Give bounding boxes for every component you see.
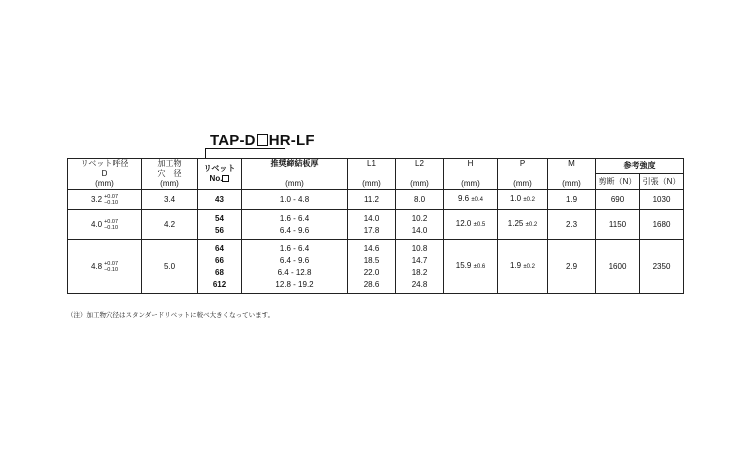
shear-cell: 690 [596,190,640,210]
header-grip: 推奨締結板厚 (mm) [242,159,348,190]
shear-cell: 1150 [596,210,640,240]
rivet-no-cell: 43 [198,190,242,210]
tensile-cell: 1030 [640,190,684,210]
table-row [68,190,684,210]
header-tensile: 引張（N） [640,174,684,190]
table-row [68,210,684,240]
header-l2: L2 (mm) [396,159,444,190]
h-cell: 15.9 ±0.6 [444,240,498,294]
header-shear: 剪断（N） [596,174,640,190]
p-cell: 1.9 ±0.2 [498,240,548,294]
l2-cell: 10.8 14.7 18.2 24.8 [396,240,444,294]
title-prefix: TAP-D [210,132,256,149]
hole-cell: 3.4 [142,190,198,210]
m-cell: 2.9 [548,240,596,294]
l2-cell: 10.2 14.0 [396,210,444,240]
grip-cell: 1.0 - 4.8 [242,190,348,210]
rivet-no-cell: 64 66 68 612 [198,240,242,294]
header-diameter: リベット呼径 D (mm) [68,159,142,190]
diameter-cell: 3.2 +0.07 −0.10 [68,190,142,210]
h-cell: 12.0 ±0.5 [444,210,498,240]
l1-cell: 11.2 [348,190,396,210]
grip-cell: 1.6 - 6.4 6.4 - 9.6 6.4 - 12.8 12.8 - 19.2 [242,240,348,294]
h-cell: 9.6 ±0.4 [444,190,498,210]
header-row [68,159,684,174]
header-strength: 参考強度 [596,159,684,174]
rivet-no-box-icon [222,175,229,182]
p-cell: 1.0 ±0.2 [498,190,548,210]
table-row [68,240,684,294]
spec-table [67,158,684,294]
l1-cell: 14.6 18.5 22.0 28.6 [348,240,396,294]
header-hole: 加工物 穴 径 (mm) [142,159,198,190]
title-suffix: HR-LF [268,132,315,149]
header-p: P (mm) [498,159,548,190]
diameter-cell: 4.0 +0.07 −0.10 [68,210,142,240]
header-l1: L1 (mm) [348,159,396,190]
p-cell: 1.25 ±0.2 [498,210,548,240]
hole-cell: 5.0 [142,240,198,294]
grip-cell: 1.6 - 6.4 6.4 - 9.6 [242,210,348,240]
shear-cell: 1600 [596,240,640,294]
l1-cell: 14.0 17.8 [348,210,396,240]
hole-cell: 4.2 [142,210,198,240]
diameter-cell: 4.8 +0.07 −0.10 [68,240,142,294]
m-cell: 2.3 [548,210,596,240]
product-title [210,132,315,149]
placeholder-box-icon [257,134,268,146]
tensile-cell: 1680 [640,210,684,240]
l2-cell: 8.0 [396,190,444,210]
tensile-cell: 2350 [640,240,684,294]
header-m: M (mm) [548,159,596,190]
footnote: （注）加工物穴径はスタンダードリベットに較べ大きくなっています。 [67,312,275,319]
header-h: H (mm) [444,159,498,190]
m-cell: 1.9 [548,190,596,210]
header-rivet-no: リベット No. [198,159,242,190]
rivet-no-cell: 54 56 [198,210,242,240]
